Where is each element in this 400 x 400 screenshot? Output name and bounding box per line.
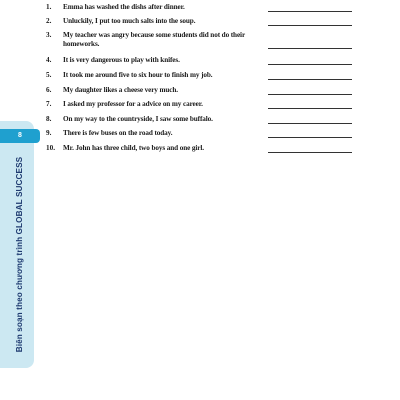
exercise-sentence: I asked my professor for a advice on my career. — [63, 100, 203, 108]
exercise-number: 3. — [46, 31, 52, 39]
exercise-sentence: It took me around five to six hour to finish my job. — [63, 71, 213, 79]
exercise-number: 10. — [46, 144, 55, 152]
exercise-number: 9. — [46, 129, 52, 137]
exercise-number: 7. — [46, 100, 52, 108]
exercise-number: 2. — [46, 17, 52, 25]
exercise-sentence: My teacher was angry because some students did not do their homeworks. — [63, 31, 245, 48]
answer-blank[interactable] — [268, 137, 352, 138]
exercise-number: 5. — [46, 71, 52, 79]
exercise-sentence: There is few buses on the road today. — [63, 129, 173, 137]
exercise-sentence: Emma has washed the dishs after dinner. — [63, 3, 185, 11]
answer-blank[interactable] — [268, 48, 352, 49]
page-number-badge: 8 — [0, 129, 40, 143]
exercise-number: 1. — [46, 3, 52, 11]
answer-blank[interactable] — [268, 108, 352, 109]
answer-blank[interactable] — [268, 94, 352, 95]
exercise-sentence: It is very dangerous to play with knifes. — [63, 56, 180, 64]
sidebar-title — [12, 145, 28, 363]
exercise-sentence: Mr. John has three child, two boys and one girl. — [63, 144, 204, 152]
answer-blank[interactable] — [268, 152, 352, 153]
answer-blank[interactable] — [268, 79, 352, 80]
answer-blank[interactable] — [268, 11, 352, 12]
exercise-sentence: On my way to the countryside, I saw some buffalo. — [63, 115, 213, 123]
exercise-number: 4. — [46, 56, 52, 64]
answer-blank[interactable] — [268, 123, 352, 124]
exercise-sentence: My daughter likes a cheese very much. — [63, 86, 178, 94]
exercise-number: 6. — [46, 86, 52, 94]
exercise-number: 8. — [46, 115, 52, 123]
sidebar-title-text: Biên soạn theo chương trình GLOBAL SUCCESS — [15, 156, 25, 352]
answer-blank[interactable] — [268, 64, 352, 65]
exercise-sentence: Unluckily, I put too much salts into the soup. — [63, 17, 196, 25]
answer-blank[interactable] — [268, 25, 352, 26]
